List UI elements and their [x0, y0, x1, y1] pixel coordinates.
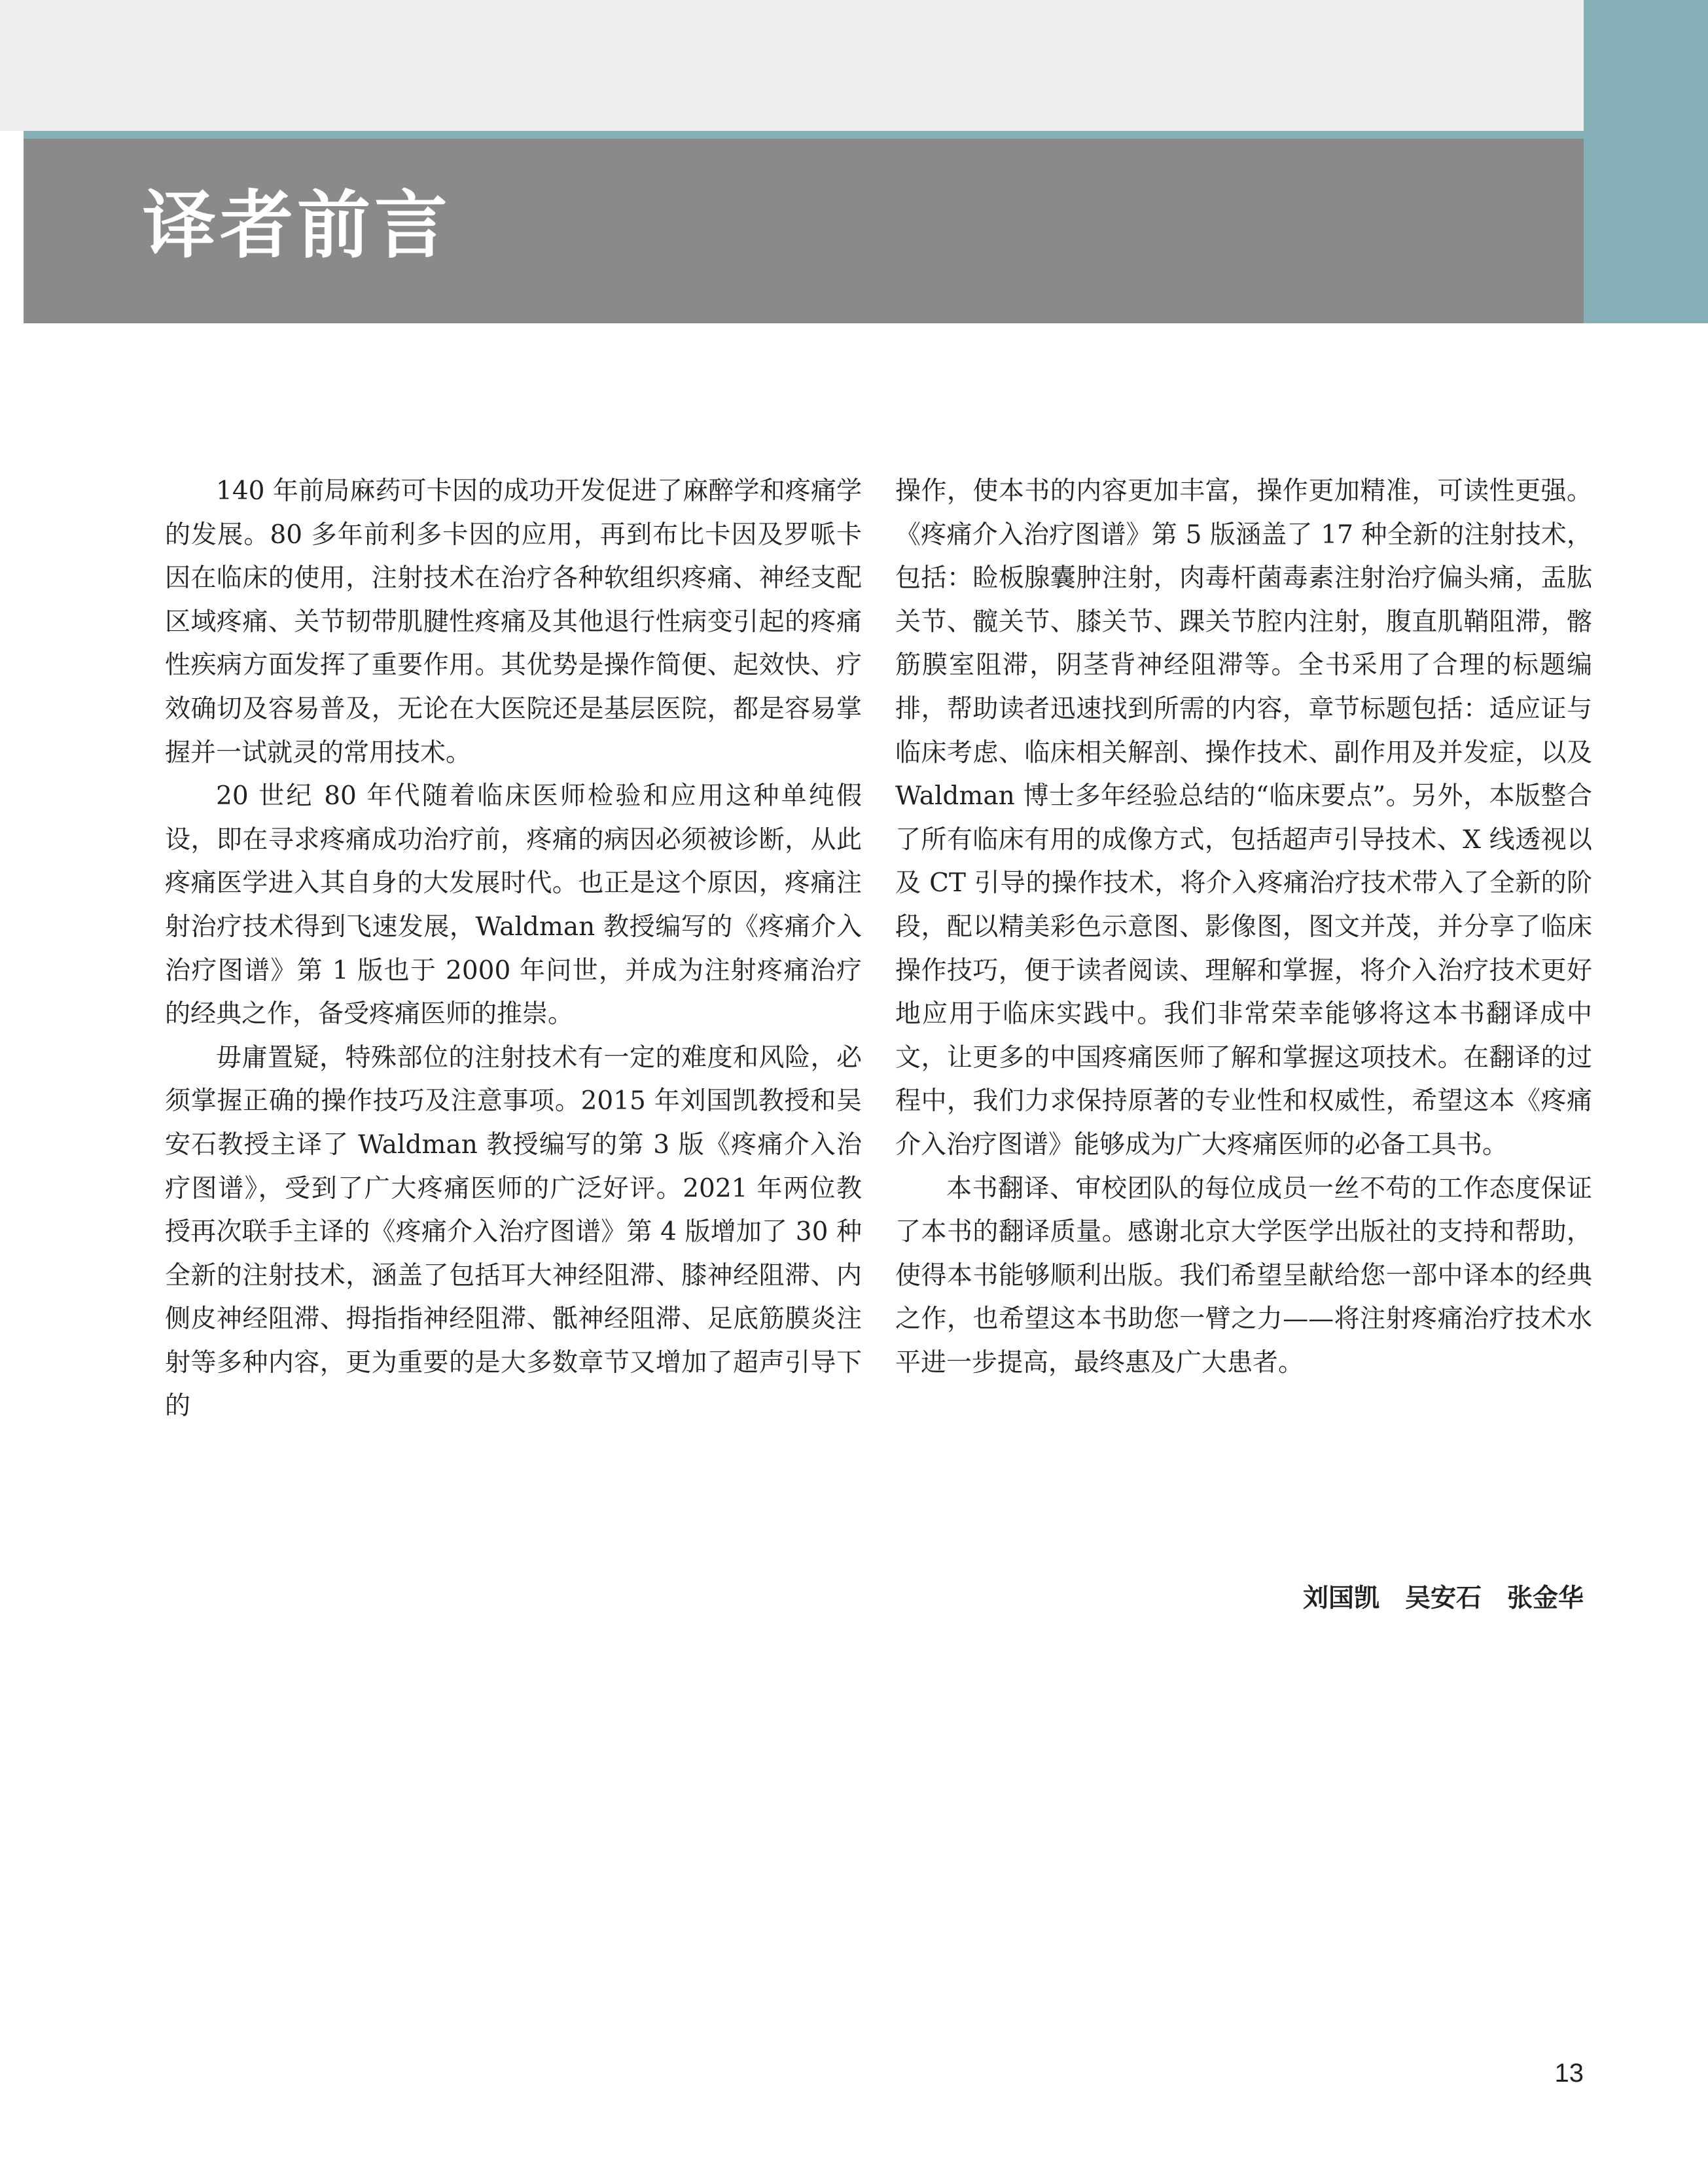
paragraph-3: 毋庸置疑，特殊部位的注射技术有一定的难度和风险，必须掌握正确的操作技巧及注意事项。2015 年刘国凯教授和吴安石教授主译了 Waldman 教授编写的第 3 版《疼痛介入治疗图谱》，受到了广大疼痛医师的广泛好评。2021 年两位教授再次联手主译的《疼痛介入治疗图谱》第 4 版增加了 30 种全新的注射技术，涵盖了包括耳大神经阻滞、膝神经阻滞、内侧皮神经阻滞、拇指指神经阻滞、骶神经阻滞、足底筋膜炎注射等多种内容，更为重要的是大多数章节又增加了超声引导下的: [165, 1042, 862, 1421]
left-column: [165, 470, 862, 1429]
paragraph-3-continued: 操作，使本书的内容更加丰富，操作更加精准，可读性更强。《疼痛介入治疗图谱》第 5 版涵盖了 17 种全新的注射技术，包括：睑板腺囊肿注射，肉毒杆菌毒素注射治疗偏头痛，盂肱关节、髋关节、膝关节、踝关节腔内注射，腹直肌鞘阻滞，髂筋膜室阻滞，阴茎背神经阻滞等。全书采用了合理的标题编排，帮助读者迅速找到所需的内容，章节标题包括：适应证与临床考虑、临床相关解剖、操作技术、副作用及并发症，以及 Waldman 博士多年经验总结的“临床要点”。另外，本版整合了所有临床有用的成像方式，包括超声引导技术、X 线透视以及 CT 引导的操作技术，将介入疼痛治疗技术带入了全新的阶段，配以精美彩色示意图、影像图，图文并茂，并分享了临床操作技巧，便于读者阅读、理解和掌握，将介入治疗技术更好地应用于临床实践中。我们非常荣幸能够将这本书翻译成中文，让更多的中国疼痛医师了解和掌握这项技术。在翻译的过程中，我们力求保持原著的专业性和权威性，希望这本《疼痛介入治疗图谱》能够成为广大疼痛医师的必备工具书。: [895, 476, 1592, 1160]
paragraph-4: 本书翻译、审校团队的每位成员一丝不苟的工作态度保证了本书的翻译质量。感谢北京大学医学出版社的支持和帮助，使得本书能够顺利出版。我们希望呈献给您一部中译本的经典之作，也希望这本书助您一臂之力——将注射疼痛治疗技术水平进一步提高，最终惠及广大患者。: [895, 1173, 1592, 1378]
page-number: 13: [1554, 2059, 1584, 2088]
paragraph-1: 140 年前局麻药可卡因的成功开发促进了麻醉学和疼痛学的发展。80 多年前利多卡因的应用，再到布比卡因及罗哌卡因在临床的使用，注射技术在治疗各种软组织疼痛、神经支配区域疼痛、关节韧带肌腱性疼痛及其他退行性病变引起的疼痛性疾病方面发挥了重要作用。其优势是操作简便、起效快、疗效确切及容易普及，无论在大医院还是基层医院，都是容易掌握并一试就灵的常用技术。: [165, 476, 862, 768]
header-side-accent: [1584, 0, 1708, 323]
paragraph-2: 20 世纪 80 年代随着临床医师检验和应用这种单纯假设，即在寻求疼痛成功治疗前，疼痛的病因必须被诊断，从此疼痛医学进入其自身的大发展时代。也正是这个原因，疼痛注射治疗技术得到飞速发展，Waldman 教授编写的《疼痛介入治疗图谱》第 1 版也于 2000 年问世，并成为注射疼痛治疗的经典之作，备受疼痛医师的推崇。: [165, 781, 862, 1029]
page-title: 译者前言: [143, 183, 452, 268]
right-column: [895, 470, 1592, 1385]
header-top-band: [0, 0, 1584, 131]
translator-signature: 刘国凯 吴安石 张金华: [1302, 1584, 1584, 1613]
